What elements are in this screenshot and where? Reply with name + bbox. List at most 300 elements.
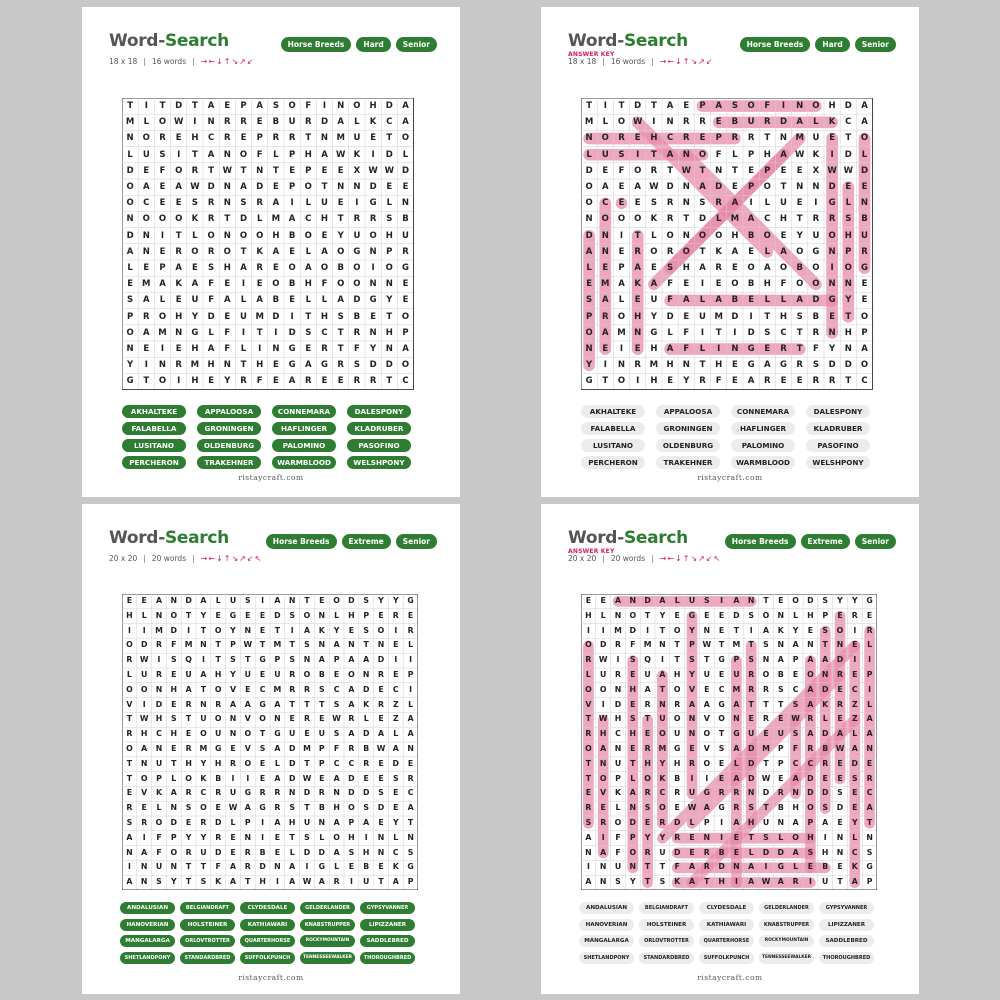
grid-letter: T (585, 773, 592, 783)
grid-letter: N (200, 699, 207, 709)
grid-letter: A (600, 847, 607, 857)
grid-letter: G (585, 376, 593, 387)
grid-letter: Y (200, 758, 207, 768)
grid-letter: I (720, 596, 724, 605)
grid-letter: I (290, 311, 294, 322)
grid-letter: P (363, 610, 370, 620)
grid-letter: C (143, 198, 150, 209)
grid-letter: P (703, 818, 710, 827)
grid-letter: L (256, 214, 263, 225)
grid-letter: N (385, 344, 393, 354)
grid-letter: T (215, 640, 221, 650)
grid-letter: U (288, 117, 296, 128)
grid-letter: T (837, 877, 843, 887)
grid-letter: E (378, 773, 384, 783)
grid-letter: A (407, 803, 414, 813)
grid-letter: N (844, 279, 852, 290)
grid-letter: R (200, 818, 207, 827)
grid-letter: T (778, 699, 784, 709)
grid-letter: N (140, 877, 148, 887)
grid-letter: P (156, 773, 162, 783)
grid-letter: A (289, 862, 296, 872)
grid-letter: H (844, 230, 852, 241)
grid-letter: D (644, 596, 651, 605)
grid-letter: E (256, 279, 263, 290)
grid-letter: L (127, 149, 133, 160)
grid-letter: O (762, 610, 770, 620)
grid-letter: A (715, 295, 722, 306)
grid-letter: B (747, 230, 755, 241)
grid-letter: H (320, 311, 329, 322)
grid-letter: R (733, 788, 740, 798)
grid-letter: A (303, 625, 311, 635)
grid-letter: P (333, 655, 340, 665)
word-list-item: HANOVERIAN (579, 919, 634, 931)
grid-letter: A (733, 596, 740, 605)
grid-letter: K (777, 625, 784, 635)
grid-letter: E (348, 862, 355, 872)
grid-letter: I (868, 684, 872, 694)
tag-extreme: Extreme (342, 534, 391, 549)
grid-letter: R (155, 670, 162, 679)
grid-letter: N (807, 640, 814, 650)
grid-letter: E (602, 165, 609, 176)
tag-horse-breeds: Horse Breeds (266, 534, 337, 549)
grid-letter: R (812, 376, 820, 387)
page-1 (82, 7, 460, 497)
grid-letter: E (718, 670, 725, 679)
grid-letter: K (256, 246, 263, 257)
grid-letter: P (777, 744, 784, 753)
grid-letter: Z (392, 714, 399, 724)
grid-letter: M (158, 327, 167, 338)
grid-letter: E (230, 744, 236, 753)
grid-letter: E (337, 165, 344, 176)
grid-letter: F (667, 295, 673, 306)
grid-letter: H (650, 133, 658, 144)
grid-letter: I (601, 832, 605, 842)
grid-letter: R (703, 847, 710, 857)
grid-letter: H (807, 832, 814, 842)
grid-letter: A (585, 246, 593, 257)
grid-letter: P (274, 655, 281, 665)
grid-letter: E (393, 788, 399, 798)
grid-letter: N (320, 133, 329, 144)
grid-letter: A (240, 263, 247, 273)
grid-letter: G (407, 862, 414, 872)
grid-letter: A (207, 149, 215, 160)
grid-letter: B (796, 263, 803, 273)
tag-senior: Senior (396, 534, 437, 549)
grid-letter: E (272, 360, 279, 371)
grid-letter: A (318, 655, 325, 665)
grid-letter: T (733, 625, 740, 635)
grid-letter: K (659, 773, 666, 783)
grid-letter: N (703, 832, 711, 842)
grid-letter: I (733, 327, 737, 338)
grid-letter: H (170, 684, 178, 694)
grid-letter: U (318, 729, 325, 739)
grid-letter: Y (200, 832, 207, 842)
grid-letter: D (303, 788, 311, 798)
grid-letter: L (305, 295, 311, 306)
grid-letter: R (861, 246, 868, 257)
grid-letter: F (256, 376, 263, 387)
word-list-item: SHETLANDPONY (120, 952, 175, 964)
grid-letter: A (244, 803, 251, 813)
grid-letter: D (779, 117, 788, 128)
grid-letter: O (836, 625, 844, 635)
grid-letter: D (274, 610, 281, 620)
word-list-item: GRONINGEN (656, 422, 720, 435)
grid-letter: R (407, 773, 414, 783)
grid-letter: E (319, 773, 325, 783)
grid-letter: N (792, 788, 799, 798)
grid-letter: I (261, 818, 265, 827)
grid-letter: Y (792, 625, 799, 635)
grid-letter: P (845, 246, 852, 257)
word-count-label: 20 words (610, 554, 646, 563)
grid-letter: H (288, 818, 296, 827)
grid-letter: E (683, 279, 690, 290)
grid-letter: O (828, 230, 836, 241)
grid-letter: E (407, 758, 414, 768)
grid-letter: D (844, 149, 852, 160)
grid-letter: E (634, 344, 641, 354)
grid-letter: U (812, 133, 820, 144)
grid-letter: D (629, 625, 637, 635)
grid-letter: O (585, 182, 593, 192)
grid-letter: D (807, 773, 814, 783)
grid-letter: K (318, 625, 325, 635)
grid-letter: Y (337, 230, 344, 241)
grid-letter: H (763, 149, 771, 160)
grid-letter: R (305, 117, 312, 128)
grid-letter: E (704, 684, 710, 694)
grid-letter: O (715, 230, 723, 241)
grid-letter: P (618, 263, 625, 273)
grid-letter: T (321, 182, 328, 192)
grid-letter: W (598, 655, 608, 665)
grid-letter: L (273, 149, 279, 160)
grid-letter: B (353, 311, 361, 322)
grid-letter: O (634, 214, 642, 225)
grid-letter: U (600, 670, 607, 679)
separator: | (143, 57, 146, 66)
grid-letter: I (201, 655, 205, 665)
grid-letter: R (666, 214, 674, 225)
grid-letter: A (321, 149, 328, 160)
grid-letter: C (792, 684, 799, 694)
grid-letter: B (272, 295, 280, 306)
grid-letter: I (749, 625, 753, 635)
grid-letter: T (289, 640, 295, 650)
grid-letter: U (688, 596, 696, 605)
grid-letter: R (288, 133, 296, 144)
grid-letter: V (585, 699, 592, 709)
word-list-item: GYPSYVANNER (360, 902, 415, 914)
grid-letter: D (851, 758, 859, 768)
grid-letter: I (187, 625, 191, 635)
grid-letter: D (718, 862, 725, 872)
grid-letter: T (822, 640, 828, 650)
grid-letter: A (731, 246, 739, 257)
grid-letter: A (601, 295, 609, 306)
grid-letter: E (748, 714, 754, 724)
brand-footer: ristaycraft.com (238, 473, 304, 482)
grid-letter: N (155, 684, 163, 694)
grid-letter: E (837, 758, 843, 768)
grid-letter: C (200, 788, 207, 798)
grid-letter: E (792, 670, 799, 679)
title-search: Search (623, 528, 688, 548)
grid-letter: D (348, 773, 355, 783)
grid-letter: L (141, 610, 147, 620)
grid-letter: U (155, 758, 163, 768)
grid-letter: I (349, 877, 353, 887)
grid-letter: C (851, 847, 858, 857)
grid-letter: D (185, 596, 192, 605)
grid-letter: T (650, 101, 657, 111)
grid-letter: N (223, 230, 231, 241)
grid-letter: T (845, 311, 852, 322)
grid-letter: X (812, 165, 820, 176)
grid-letter: N (860, 198, 869, 209)
word-list-item: QUARTERHORSE (240, 935, 295, 947)
grid-letter: P (629, 832, 636, 842)
grid-letter: R (229, 758, 236, 768)
grid-letter: A (733, 773, 740, 783)
grid-letter: C (615, 729, 621, 739)
grid-letter: I (717, 344, 721, 354)
grid-letter: O (272, 279, 280, 290)
grid-letter: I (261, 596, 265, 605)
grid-letter: A (763, 360, 771, 371)
grid-letter: C (861, 376, 868, 387)
grid-letter: R (126, 655, 133, 665)
grid-letter: R (614, 670, 621, 679)
grid-letter: H (256, 360, 264, 371)
grid-letter: D (170, 625, 178, 635)
word-list-item: WELSHPONY (347, 456, 411, 469)
grid-letter: O (731, 279, 739, 290)
grid-letter: A (348, 684, 355, 694)
word-list-item: LUSITANO (122, 439, 186, 452)
grid-letter: E (127, 279, 133, 290)
grid-letter: C (666, 133, 674, 144)
grid-letter: Y (659, 610, 666, 620)
grid-letter: A (629, 788, 636, 798)
grid-letter: L (689, 818, 695, 827)
grid-letter: G (812, 246, 820, 257)
grid-letter: R (274, 788, 281, 798)
grid-letter: T (650, 149, 657, 160)
grid-letter: H (650, 376, 658, 387)
word-list-item: BELGIANDRAFT (639, 902, 694, 914)
grid-letter: E (634, 133, 641, 144)
grid-letter: E (866, 758, 873, 768)
grid-letter: W (243, 640, 253, 650)
grid-letter: C (845, 117, 852, 128)
grid-letter: N (207, 117, 215, 128)
grid-letter: M (142, 279, 151, 290)
grid-letter: D (126, 230, 134, 241)
grid-letter: O (698, 149, 707, 160)
grid-letter: O (126, 182, 134, 192)
grid-letter: O (629, 610, 637, 620)
grid-letter: P (747, 149, 755, 160)
grid-letter: H (666, 360, 674, 371)
grid-letter: T (586, 101, 592, 111)
grid-letter: A (780, 246, 787, 257)
grid-letter: N (337, 182, 345, 192)
grid-letter: A (733, 744, 740, 753)
grid-letter: T (763, 699, 769, 709)
grid-letter: U (200, 714, 207, 724)
grid-letter: R (407, 625, 414, 635)
grid-letter: U (861, 230, 868, 241)
grid-letter: D (369, 182, 377, 192)
grid-letter: E (796, 198, 803, 209)
grid-letter: T (159, 101, 166, 111)
grid-letter: A (851, 877, 858, 887)
grid-letter: A (229, 699, 237, 709)
grid-letter: N (599, 758, 607, 768)
grid-letter: T (185, 862, 192, 872)
grid-letter: R (777, 788, 784, 798)
grid-letter: E (715, 117, 722, 128)
grid-letter: P (318, 744, 325, 753)
grid-letter: N (796, 101, 804, 111)
grid-letter: Y (689, 625, 695, 635)
grid-letter: D (126, 165, 134, 176)
grid-letter: I (601, 625, 605, 635)
grid-letter: D (807, 788, 814, 798)
grid-letter: L (585, 670, 591, 679)
grid-letter: I (394, 655, 398, 665)
grid-letter: R (303, 714, 310, 724)
grid-letter: M (732, 640, 741, 650)
grid-letter: R (224, 133, 231, 144)
grid-letter: N (747, 596, 755, 605)
grid-letter: B (822, 744, 829, 753)
grid-letter: T (337, 214, 344, 225)
grid-letter: R (155, 640, 162, 650)
grid-letter: O (585, 198, 593, 209)
grid-letter: N (682, 182, 690, 192)
grid-letter: R (644, 699, 651, 709)
grid-letter: A (659, 596, 666, 605)
grid-letter: T (699, 246, 706, 257)
grid-letter: E (245, 610, 251, 620)
grid-letter: H (191, 344, 199, 354)
grid-letter: L (171, 773, 177, 783)
word-list-item: TENNESSEEWALKER (300, 952, 355, 964)
grid-letter: N (142, 230, 150, 241)
grid-letter: O (585, 744, 592, 753)
puzzle-info (568, 57, 714, 66)
grid-letter: R (305, 376, 312, 387)
grid-letter: R (207, 198, 215, 209)
grid-letter: A (333, 640, 340, 650)
grid-letter: S (170, 655, 177, 665)
grid-letter: R (321, 344, 328, 354)
grid-letter: I (355, 198, 359, 209)
grid-letter: M (714, 311, 723, 322)
title-word: Word (109, 31, 159, 51)
grid-letter: I (144, 101, 148, 111)
grid-letter: T (674, 655, 680, 665)
grid-letter: R (600, 818, 607, 827)
grid-letter: A (807, 684, 814, 694)
grid-letter: A (141, 744, 148, 753)
grid-letter: T (224, 214, 231, 225)
grid-letter: D (836, 655, 844, 665)
grid-letter: Y (845, 295, 852, 306)
grid-letter: U (191, 295, 199, 306)
grid-letter: T (126, 758, 133, 768)
grid-letter: W (649, 182, 659, 192)
grid-letter: O (140, 773, 148, 783)
grid-letter: N (866, 744, 873, 753)
grid-letter: O (601, 214, 609, 225)
grid-letter: Y (837, 596, 843, 605)
grid-letter: I (371, 263, 375, 273)
grid-letter: I (636, 149, 640, 160)
grid-letter: R (256, 263, 263, 273)
letter-grid (581, 98, 873, 390)
grid-letter: N (762, 655, 770, 665)
grid-letter: T (866, 818, 873, 827)
grid-letter: D (731, 311, 739, 322)
grid-letter: W (761, 877, 771, 887)
grid-letter: O (337, 246, 345, 257)
grid-letter: S (185, 803, 192, 813)
grid-letter: N (836, 847, 844, 857)
grid-letter: L (852, 729, 858, 739)
grid-letter: N (866, 832, 873, 842)
grid-letter: N (401, 198, 410, 209)
grid-letter: N (777, 610, 785, 620)
grid-letter: S (837, 788, 843, 798)
tag-horse-breeds: Horse Breeds (725, 534, 796, 549)
grid-letter: E (274, 832, 281, 842)
grid-letter: H (634, 311, 642, 322)
grid-letter: S (629, 714, 636, 724)
grid-letter: A (601, 327, 609, 338)
grid-letter: A (666, 344, 674, 354)
grid-letter: L (852, 832, 858, 842)
grid-letter: T (763, 596, 769, 605)
grid-letter: A (175, 263, 182, 273)
grid-letter: T (386, 311, 393, 322)
grid-letter: T (796, 344, 803, 354)
grid-letter: U (229, 596, 237, 605)
grid-letter: P (170, 832, 177, 842)
grid-letter: N (836, 640, 844, 650)
grid-letter: O (617, 214, 626, 225)
grid-letter: A (155, 596, 163, 605)
word-list-item: KATHIAWARI (699, 919, 754, 931)
grid-letter: M (732, 684, 741, 694)
grid-letter: U (614, 862, 622, 872)
grid-letter: H (140, 729, 148, 739)
grid-letter: I (246, 773, 250, 783)
grid-letter: S (822, 625, 828, 635)
grid-letter: E (143, 344, 150, 354)
grid-letter: H (348, 610, 355, 620)
grid-letter: W (302, 773, 312, 783)
